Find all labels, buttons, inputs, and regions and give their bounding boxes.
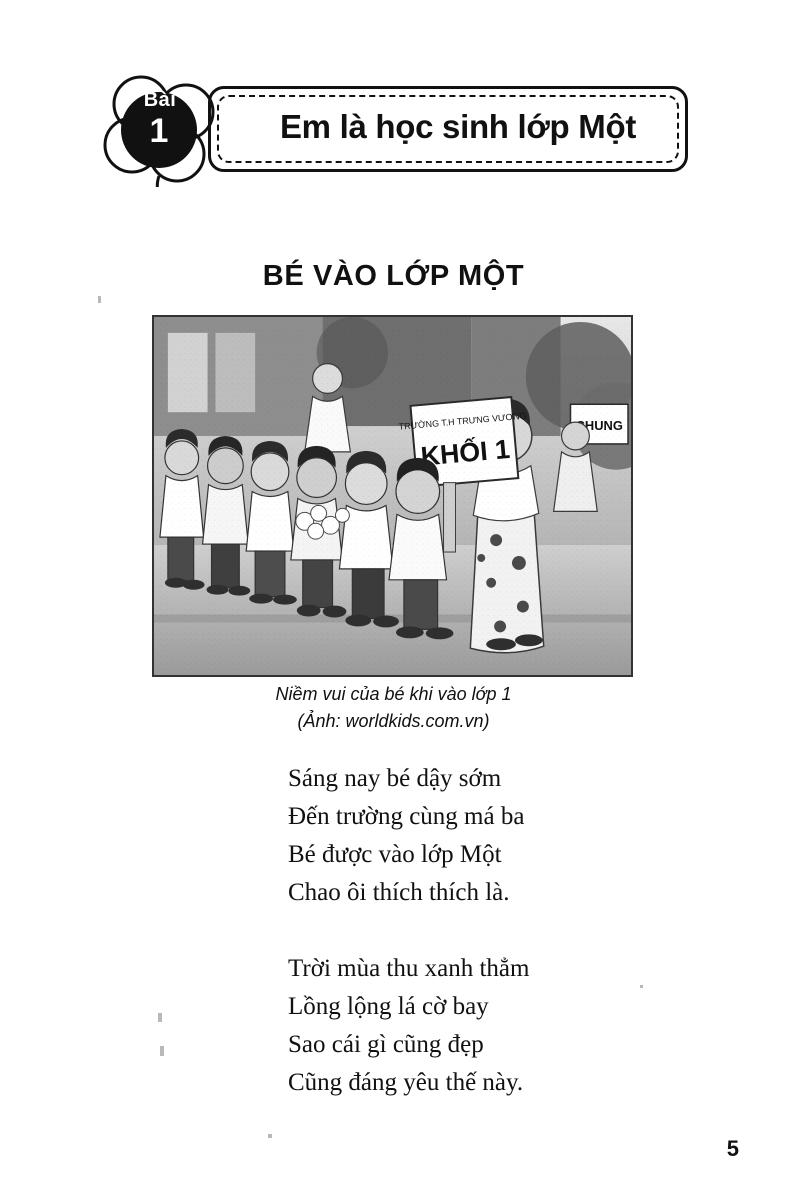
poem-line: Trời mùa thu xanh thẳm <box>288 955 530 982</box>
poem-line: Đến trường cùng má ba <box>288 803 525 830</box>
lesson-badge-label: Bài <box>143 89 177 111</box>
poem-body <box>288 760 708 1140</box>
page-number: 5 <box>726 1136 739 1161</box>
photo-caption <box>0 681 787 735</box>
scan-speck <box>640 985 643 988</box>
scan-speck <box>158 1013 162 1022</box>
caption-line-1: Niềm vui của bé khi vào lớp 1 <box>275 684 512 704</box>
poem-line: Lồng lộng lá cờ bay <box>288 993 489 1020</box>
poem-line: Sao cái gì cũng đẹp <box>288 1031 484 1058</box>
lesson-header <box>98 72 698 187</box>
poem-line: Bé được vào lớp Một <box>288 841 502 868</box>
lesson-badge <box>98 72 220 187</box>
poem-stanza-2 <box>288 950 708 1102</box>
poem-stanza-1 <box>288 760 708 912</box>
poem-title: BÉ VÀO LỚP MỘT <box>262 260 525 292</box>
scan-speck <box>98 296 101 303</box>
lesson-title: Em là học sinh lớp Một <box>279 108 637 145</box>
lesson-photo <box>152 315 633 677</box>
caption-line-2: (Ảnh: worldkids.com.vn) <box>297 711 490 731</box>
poem-line: Chao ôi thích thích là. <box>288 879 510 906</box>
lesson-badge-number: 1 <box>149 112 169 150</box>
scan-speck <box>268 1134 272 1138</box>
lesson-title-banner <box>208 86 688 172</box>
poem-line: Sáng nay bé dậy sớm <box>288 765 502 792</box>
poem-line: Cũng đáng yêu thế này. <box>288 1069 524 1096</box>
scan-speck <box>160 1046 164 1056</box>
